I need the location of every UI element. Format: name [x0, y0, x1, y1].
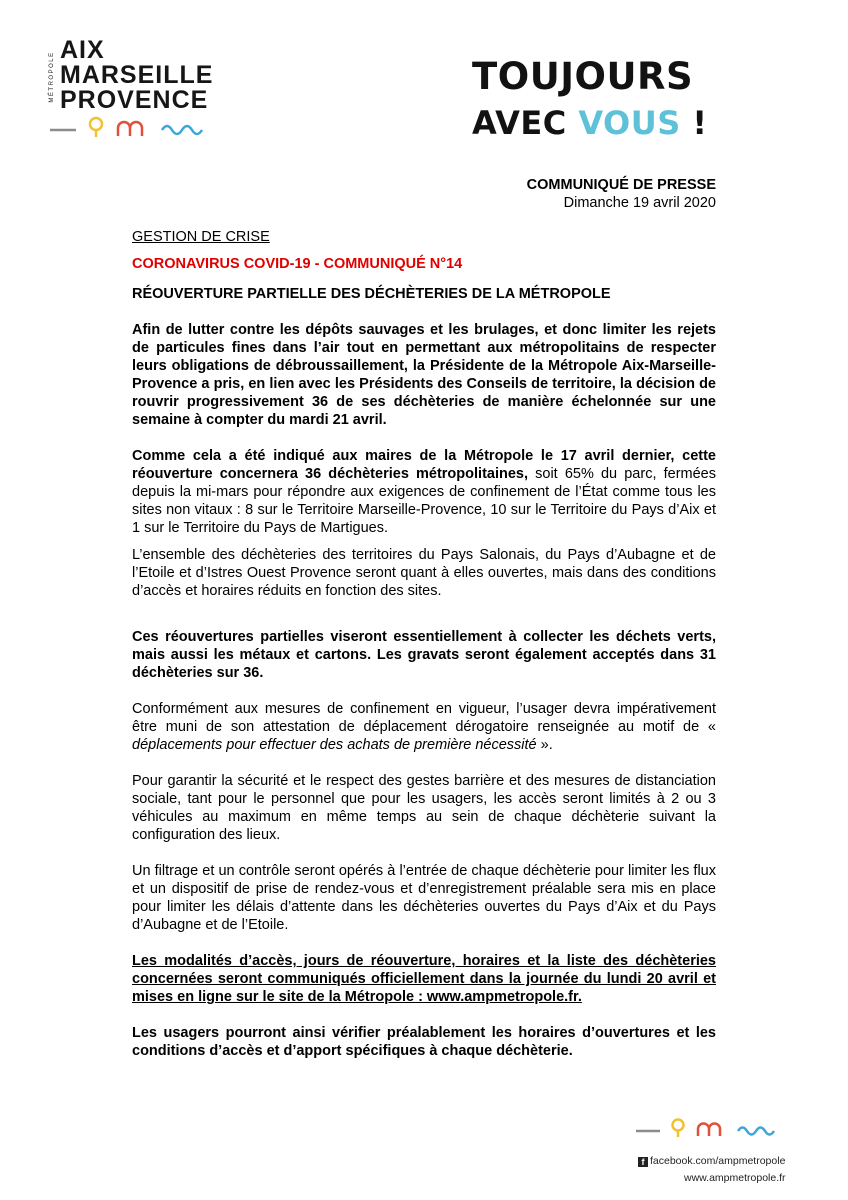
document-type: COMMUNIQUÉ DE PRESSE [526, 177, 716, 193]
metropole-logo [46, 38, 221, 138]
logo-line-aix: AIX [60, 36, 105, 64]
document-body [132, 228, 716, 1060]
logo-wordmark [60, 38, 213, 113]
slogan-exclamation: ! [680, 104, 708, 142]
document-date: Dimanche 19 avril 2020 [563, 195, 716, 211]
website-link[interactable]: www.ampmetropole.fr [684, 1172, 786, 1184]
paragraph-5 [132, 700, 716, 754]
paragraph-9: Les usagers pourront ainsi vérifier préalablement les horaires d’ouvertures et les conditions d’accès et d’apport spécifiques à chaque déchèterie. [132, 1025, 716, 1059]
paragraph-6: Pour garantir la sécurité et le respect des gestes barrière et des mesures de distanciation sociale, tant pour le personnel que pour les usagers, les accès seront limités à 2 ou 3 véhicules au maximum en même temps au sein de chaque déchèterie suivant la configuration des lieux. [132, 773, 716, 843]
paragraph-5-start: Conformément aux mesures de confinement en vigueur, l’usager devra impérativement être muni de son attestation de déplacement dérogatoire renseignée au motif de « [132, 701, 716, 735]
paragraph-7: Un filtrage et un contrôle seront opérés à l’entrée de chaque déchèterie pour limiter les flux et un dispositif de prise de rendez-vous et d’enregistrement préalable sera mis en place pour limiter les délais d’attente dans les déchèteries ouvertes du Pays d’Aix et du Pays d’Aubagne et de l’Etoile. [132, 863, 716, 933]
slogan-vous: VOUS [578, 104, 681, 142]
facebook-text: facebook.com/ampmetropole [650, 1155, 786, 1167]
facebook-icon: f [638, 1157, 648, 1167]
logo-line-provence: PROVENCE [60, 86, 209, 114]
logo-symbols-icon [46, 116, 221, 138]
page-title: RÉOUVERTURE PARTIELLE DES DÉCHÈTERIES DE LA MÉTROPOLE [132, 286, 611, 302]
logo-vertical-text: MÉTROPOLE [49, 51, 55, 103]
slogan-line-1: TOUJOURS [472, 55, 694, 98]
paragraph-1: Afin de lutter contre les dépôts sauvages et les brulages, et donc limiter les rejets de particules fines dans l’air tout en permettant aux métropolitains de respecter leurs obligations de débroussaillement, la Présidente de la Métropole Aix-Marseille-Provence a pris, en lien avec les Présidents des Conseils de territoire, la décision de rouvrir progressivement 36 de ses déchèteries de manière échelonnée sur une semaine à compter du mardi 21 avril. [132, 322, 716, 428]
logo-vertical-label [46, 38, 56, 126]
paragraph-3: L’ensemble des déchèteries des territoires du Pays Salonais, du Pays d’Aubagne et de l’Etoile et d’Istres Ouest Provence seront quant à elles ouvertes, mais dans des conditions d’accès et horaires réduits en fonction des sites. [132, 547, 716, 599]
press-header [527, 176, 716, 212]
paragraph-5-italic: déplacements pour effectuer des achats de première nécessité [132, 737, 537, 753]
paragraph-8: Les modalités d’accès, jours de réouverture, horaires et la liste des déchèteries concernées seront communiqués officiellement dans la journée du lundi 20 avril et mises en ligne sur le site de la Métropole : www.ampmetropole.fr. [132, 953, 716, 1005]
slogan-avec: AVEC [472, 104, 579, 142]
footer [632, 1118, 812, 1188]
paragraph-2 [132, 447, 716, 537]
slogan [472, 56, 732, 144]
paragraph-2-rest: soit 65% du parc, fermées depuis la mi-mars pour répondre aux exigences de confinement de l’État comme tous les sites non vitaux : 8 sur le Territoire Marseille-Provence, 10 sur le Territoire du Pays d’Aix et 1 sur le Territoire du Pays de Martigues. [132, 466, 716, 536]
slogan-line-2 [472, 102, 732, 144]
paragraph-2-bold: Comme cela a été indiqué aux maires de la Métropole le 17 avril dernier, cette réouverture concernera 36 déchèteries métropolitaines, [132, 448, 716, 482]
footer-symbols-icon [632, 1118, 790, 1138]
paragraph-5-end: ». [536, 737, 553, 753]
section-label: GESTION DE CRISE [132, 229, 270, 245]
communique-title: CORONAVIRUS COVID-19 - COMMUNIQUÉ N°14 [132, 256, 463, 272]
paragraph-4: Ces réouvertures partielles viseront essentiellement à collecter les déchets verts, mais aussi les métaux et cartons. Les gravats seront également acceptés dans 31 déchèteries sur 36. [132, 629, 716, 681]
facebook-link[interactable] [638, 1155, 785, 1167]
logo-line-marseille: MARSEILLE [60, 61, 214, 89]
